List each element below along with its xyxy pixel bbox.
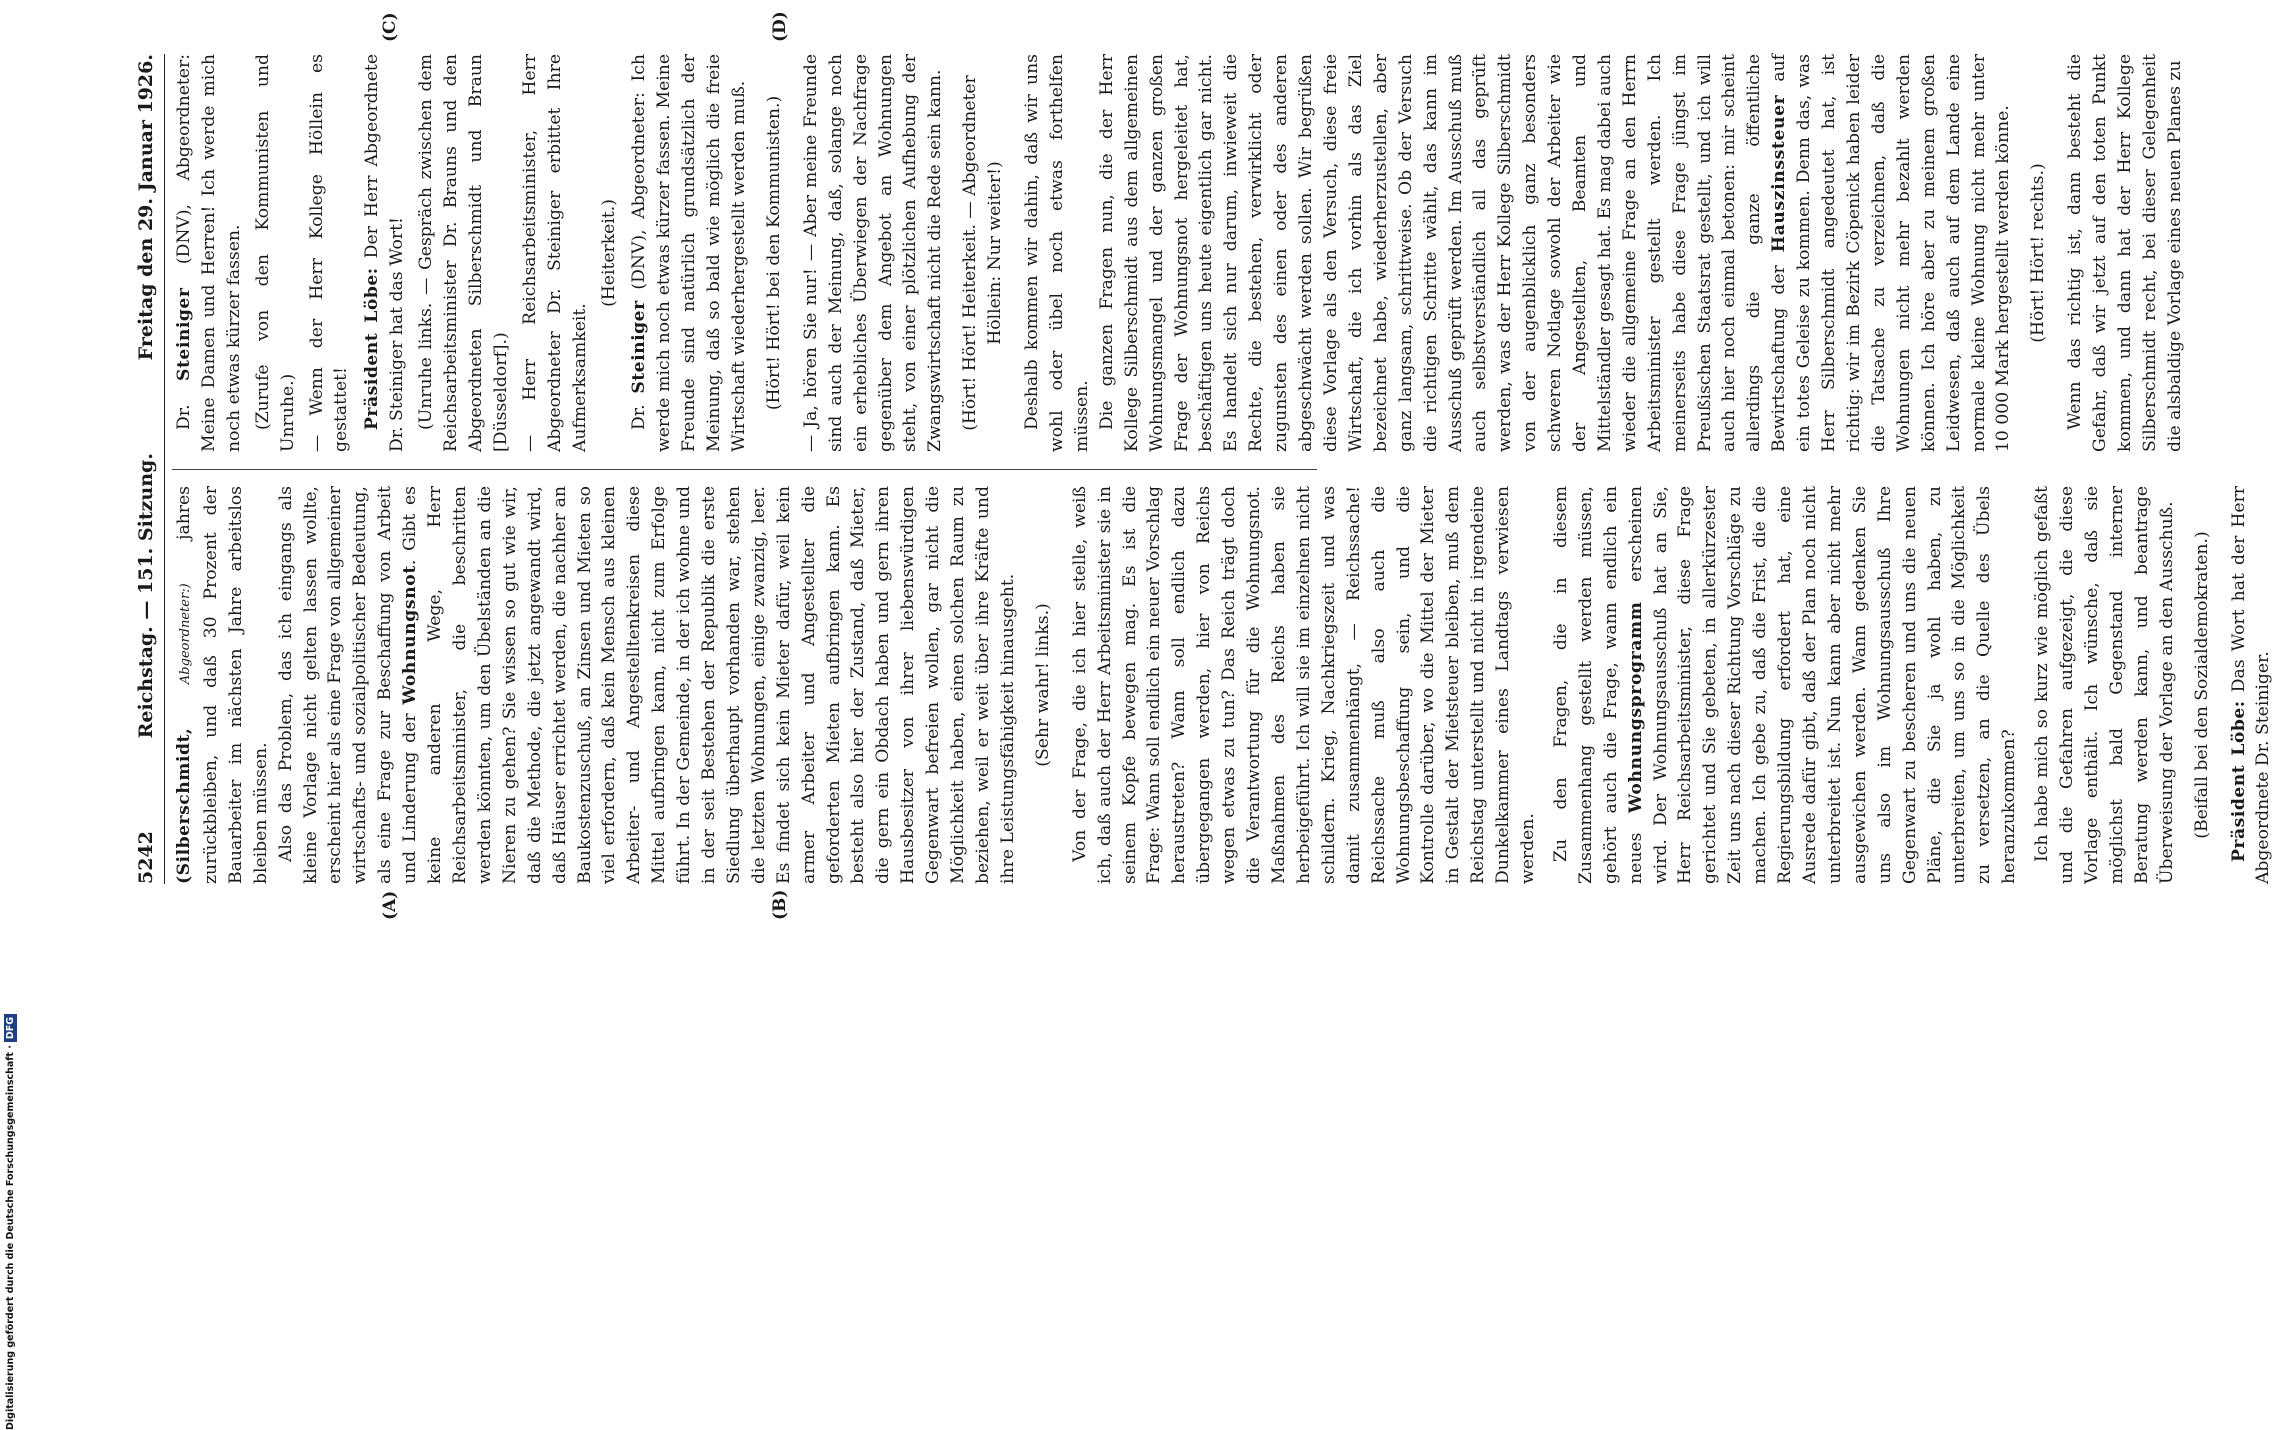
interjection: (Unruhe links. — Gespräch zwischen dem Reichsarbeitsminister Dr. Brauns und den Abgeordneten Silberschmidt und Braun [Düsseldorf].) <box>414 54 514 452</box>
session-date: Freitag den 29. Januar 1926. <box>135 54 157 360</box>
paragraph-text: auf ein totes Geleise zu kommen. Denn das, was Herr Silberschmidt angedeutet hat, ist richtig: wir im Bezirk Cöpenick haben leider die Tatsache zu verzeichnen, daß die Wohnungen nicht mehr bezahlt werden können. Ich höre aber zu meinem großen Leidwesen, daß auch auf dem Lande eine normale kleine Wohnung nicht mehr unter 10 000 Mark hergestellt werden könne. <box>1769 54 2013 452</box>
paragraph <box>2227 486 2276 884</box>
paragraph: — Herr Reichsarbeitsminister, Herr Abgeordneter Dr. Steiniger erbittet Ihre Aufmerksamkeit. <box>518 54 593 452</box>
paragraph <box>1068 486 1541 884</box>
speaker-role: Abgeordneter:) <box>178 583 193 684</box>
paragraph <box>1095 54 2017 452</box>
speaker-name: (Silberschmidt, <box>174 728 194 884</box>
paragraph <box>172 486 274 884</box>
column-divider <box>172 469 1317 470</box>
paragraph: Wenn das richtig ist, dann besteht die Gefahr, daß wir jetzt auf den toten Punkt kommen, und dann hat der Herr Kollege Silberschmidt recht, bei dieser Gelegenheit die alsbaldige Vorlage eines neuen Planes zu <box>2063 54 2188 452</box>
document-page <box>0 0 1434 1000</box>
page-number: 5242 <box>135 831 157 884</box>
digitization-note <box>4 1014 17 1430</box>
interjection: (Hört! Hört! Heiterkeit. — Abgeordneter Höllein: Nur weiter!) <box>958 54 1008 452</box>
dfg-logo: DFG <box>4 1014 17 1042</box>
speaker-prefix: Dr. <box>174 381 194 430</box>
paragraph-text: jahres zurückbleiben, und daß 30 Prozent der Bauarbeiter im nächsten Jahre arbeitslos bleiben müssen. <box>174 486 271 884</box>
paragraph: Deshalb kommen wir dahin, daß wir uns wohl oder übel noch etwas forthelfen müssen. <box>1020 54 1095 452</box>
interjection: (Hört! Hört! bei den Kommunisten.) <box>762 54 787 452</box>
emphasis-term: Wohnungsprogramm <box>1626 601 1646 813</box>
emphasis-term: Wohnungsnot <box>400 565 420 705</box>
paragraph-text: Der Herr Abgeordnete Dr. Steiniger hat das Wort! <box>362 54 407 452</box>
speaker-name: Präsident Löbe: <box>362 267 382 430</box>
interjection: (Hört! Hört! rechts.) <box>2026 54 2051 452</box>
margin-letter-c: (C) <box>380 12 400 42</box>
emphasis-term: Hauszinssteuer <box>1769 95 1789 252</box>
paragraph-text: erscheinen wird. Der Wohnungsausschuß hat an Sie, Herr Reichsarbeitsminister, diese Frage gerichtet und Sie gebeten, in allerkürzester Zeit uns nach dieser Richtung Vorschläge zu machen. Ich gebe zu, daß die Frist, die die Regierungsbildung erfordert hat, eine Ausrede dafür gibt, daß der Plan noch nicht unterbreitet ist. Nun kann aber nicht mehr ausgewichen werden. Wann gedenken Sie uns also im Wohnungsausschuß Ihre Gegenwart zu bescheren und uns die neuen Pläne, die Sie ja wohl haben, zu unterbreiten, um uns so in die Möglichkeit zu versetzen, an die Quelle des Übels heranzukommen? <box>1626 486 2020 884</box>
paragraph-text: Die ganzen Fragen nun, die der Herr Kollege Silberschmidt aus dem allgemeinen Wohnungsmangel und der ganzen großen Frage der Wohnungsnot hergeleitet hat, beschäftigen uns heute eigentlich gar nicht. Es handelt sich nur darum, inwieweit die Rechte, die bestehen, verwirklicht oder zugunsten des einen oder des anderen abgeschwächt werden sollen. Wir begrüßen diese Vorlage als den Versuch, diese freie Wirtschaft, die ich vorhin als das Ziel bezeichnet habe, wiederherzustellen, aber ganz langsam, schrittweise. Ob der Versuch die richtigen Schritte wählt, das kann im Ausschuß geprüft werden. Im Ausschuß muß auch selbstverständlich all das geprüft werden, was der Herr Kollege Silberschmidt von der augenblicklich ganz besonders schweren Notlage sowohl der Arbeiter wie der Angestellten, Beamten und Mittelständler gesagt hat. Es mag dabei auch wieder die allgemeine Frage an den Herrn Arbeitsminister gestellt werden. Ich meinerseits habe diese Frage jüngst im Preußischen Staatsrat gestellt, und ich will auch hier noch einmal betonen: mir scheint allerdings die ganze öffentliche Bewirtschaftung der <box>1097 54 1789 452</box>
speaker-name: Präsident Löbe: <box>2229 700 2249 862</box>
paragraph-text: . Gibt es keine anderen Wege, Herr Reichsarbeitsminister, die beschritten werden könnten, um den Übelständen an die Nieren zu gehen? Sie wissen so gut wie wir, daß die Methode, die jetzt angewandt wird, daß Häuser errichtet werden, die nachher an Baukostenzuschuß, an Zinsen und Mieten so viel erfordern, daß kein Mensch aus kleinen Arbeiter- und Angestelltenkreisen diese Mittel aufbringen kann, nicht zum Erfolge führt. In der Gemeinde, in der ich wohne und in der seit Bestehen der Republik die erste Siedlung überhaupt vorhanden war, stehen die letzten Wohnungen, einige zwanzig, leer. Es findet sich kein Mieter dafür, weil kein armer Arbeiter und Angestellter die geforderten Mieten aufbringen kann. Es besteht also hier der Zustand, daß Mieter, die gern ein Obdach haben und gern ihren Hausbesitzer von ihrer liebenswürdigen Gegenwart befreien wollen, gar nicht die Möglichkeit haben, einen solchen Raum zu beziehen, weil er weit über ihre Kräfte und ihre Leistungsfähigkeit hinausgeht. <box>400 486 1018 884</box>
paragraph-text: Zu den Fragen, die in diesem Zusammenhang gestellt werden müssen, gehört auch die Frage, wann endlich ein neues <box>1551 486 1646 884</box>
paragraph <box>1549 486 2022 884</box>
left-column <box>172 486 1342 884</box>
paragraph-text: Also das Problem, das ich eingangs als kleine Vorlage nicht gelten lassen wollte, erscheint hier als eine Frage von allgemeiner wirtschafts- und sozialpolitischer Bedeutung, als eine Frage zur Beschaffung von Arbeit und Linderung der <box>276 486 421 884</box>
session-title: Reichstag. — 151. Sitzung. <box>135 453 157 738</box>
speaker-name: Steiniger <box>629 300 649 393</box>
header-rule <box>164 54 165 884</box>
margin-letter-a: (A) <box>380 891 400 920</box>
interjection: (Zurufe von den Kommunisten und Unruhe.) <box>251 54 301 452</box>
paragraph-text: (DNV), Abgeordneter: Ich werde mich noch etwas kürzer fassen. Meine Freunde sind natürlich grundsätzlich der Meinung, daß so bald wie möglich die freie Wirtschaft wiederhergestellt werden muß. <box>629 54 749 452</box>
paragraph: — Wenn der Herr Kollege Höllein es gestattet! <box>305 54 355 452</box>
rotated-page-wrapper <box>0 0 1434 1000</box>
right-column <box>172 54 1342 452</box>
paragraph <box>627 54 752 452</box>
paragraph <box>2030 486 2179 884</box>
paragraph <box>172 54 247 452</box>
paragraph-text: Von der Frage, die ich hier stelle, weiß ich, daß auch der Herr Arbeitsminister sie in seinem Kopfe bewegen mag. Es ist die Frage: Wann soll endlich ein neuer Vorschlag heraustreten? Wann soll endlich dazu übergegangen werden, hier von Reichs wegen etwas zu tun? Das Reich trägt doch die Verantwortung für die Wohnungsnot. Maßnahmen des Reichs haben sie herbeigeführt. Ich will sie im einzelnen nicht schildern. Krieg, Nachkriegszeit und was damit zusammenhängt, — Reichssache! Reichssache muß also auch die Wohnungsbeschaffung sein, und die Kontrolle darüber, wo die Mittel der Mieter in Gestalt der Mietsteuer bleiben, muß dem Reichstag unterstellt und nicht in irgendeine Dunkelkammer eines Landtags verwiesen werden. <box>1070 486 1538 884</box>
interjection: (Sehr wahr! links.) <box>1031 486 1056 884</box>
interjection: (Heiterkeit.) <box>597 54 622 452</box>
paragraph-text: Ich habe mich so kurz wie möglich gefaßt und die Gefahren aufgezeigt, die diese Vorlage enthält. Ich wünsche, daß sie möglichst bald Gegenstand interner Beratung werden kann, und beantrage Überweisung der Vorlage an den Ausschuß. <box>2032 486 2177 884</box>
paragraph-text: (DNV), Abgeordneter: Meine Damen und Herren! Ich werde mich noch etwas kürzer fassen. <box>174 54 244 452</box>
page-header <box>126 54 166 884</box>
digitization-text: Digitalisierung gefördert durch die Deutsche Forschungsgemeinschaft · <box>5 1045 16 1430</box>
paragraph-text: Das Wort hat der Herr Abgeordnete Dr. Steiniger. <box>2229 486 2274 884</box>
paragraph <box>360 54 410 452</box>
margin-letter-d: (D) <box>770 11 790 42</box>
speaker-name: Steiniger <box>174 288 194 381</box>
interjection: (Beifall bei den Sozialdemokraten.) <box>2190 486 2215 884</box>
paragraph: — Ja, hören Sie nur! — Aber meine Freunde sind auch der Meinung, daß, solange noch ein erhebliches Überwiegen der Nachfrage gegenüber dem Angebot an Wohnungen steht, von einer plötzlichen Aufhebung der Zwangswirtschaft nicht die Rede sein kann. <box>799 54 948 452</box>
margin-letter-b: (B) <box>770 890 790 920</box>
speaker-prefix: Dr. <box>629 394 649 430</box>
paragraph <box>274 486 1021 884</box>
